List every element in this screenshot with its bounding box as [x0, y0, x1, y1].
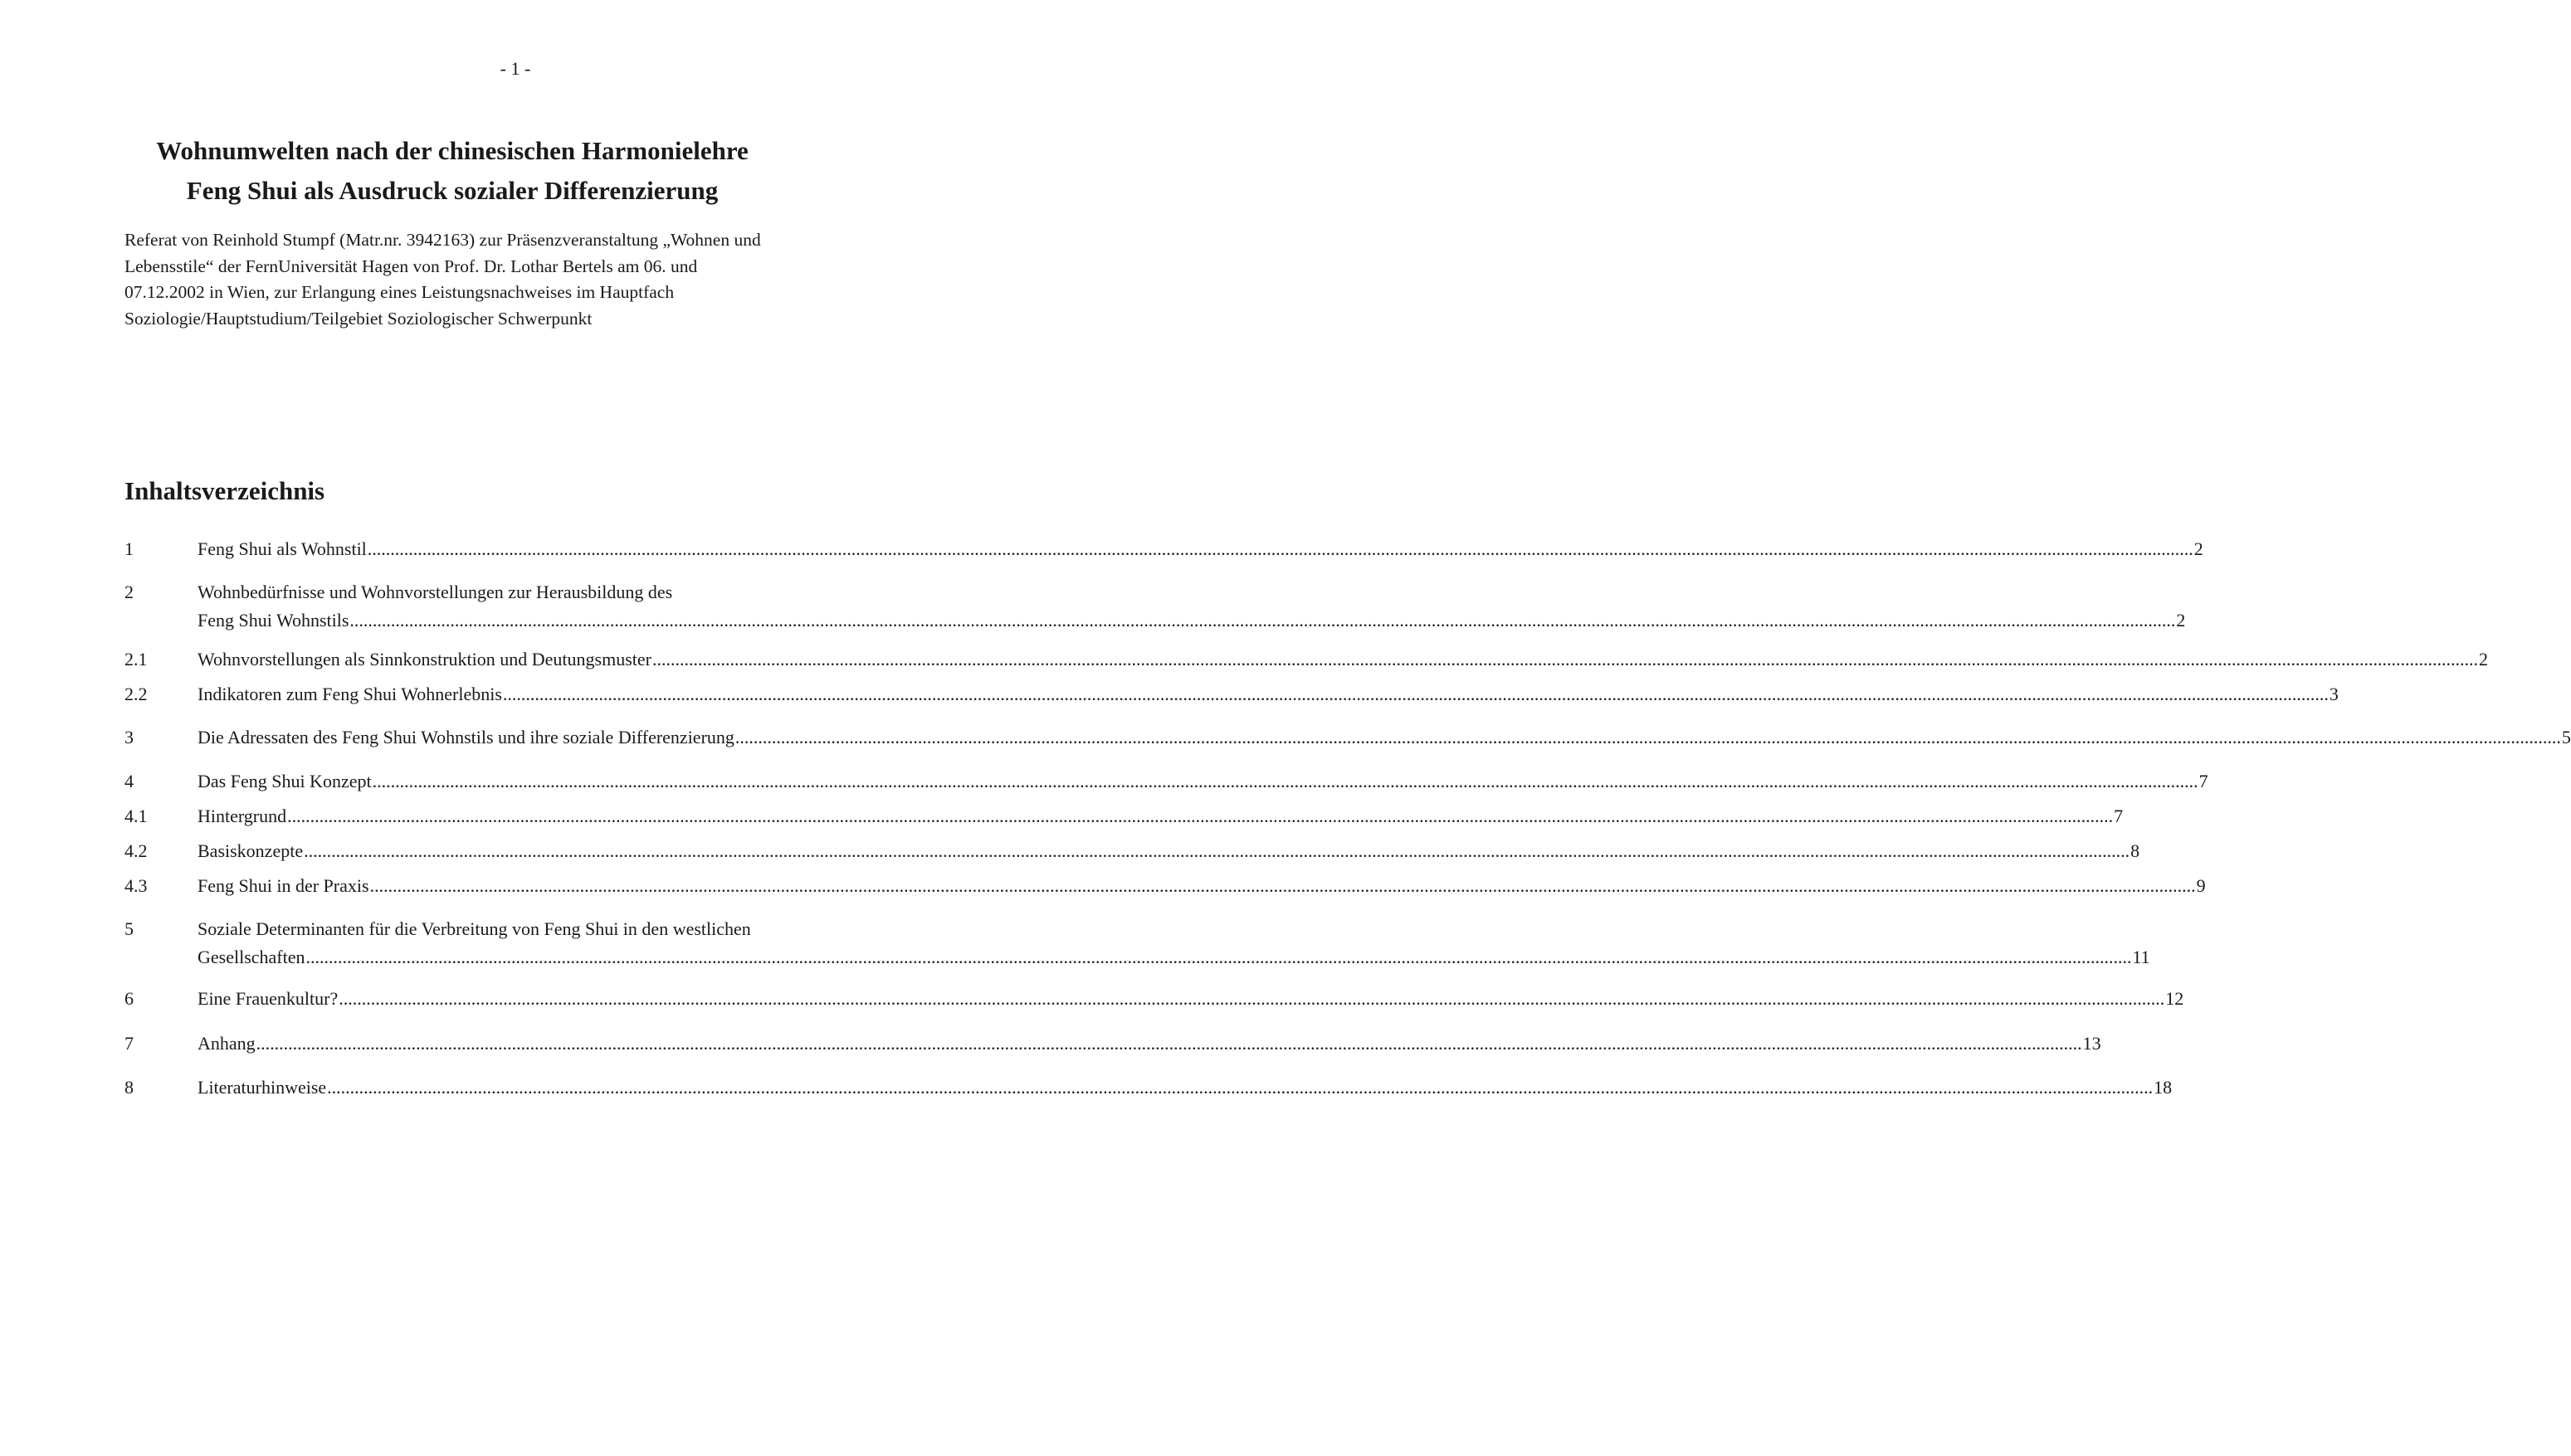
- toc-number: 5: [124, 918, 134, 939]
- toc-title: Gesellschaften: [198, 947, 305, 967]
- dot-leader: ................................................................................................................................................................................................................................................................................................................................................................................................................: [367, 538, 2193, 559]
- toc-leader-line: [198, 943, 2150, 971]
- toc-entry-body: [198, 915, 2150, 971]
- toc-title: Hintergrund: [198, 806, 287, 826]
- toc-page-number: 2: [2193, 538, 2203, 559]
- toc-entry: [124, 767, 2208, 796]
- page-number: - 1 -: [500, 58, 531, 79]
- toc-page-number: 13: [2082, 1033, 2101, 1054]
- toc-title: Die Adressaten des Feng Shui Wohnstils und ihre soziale Differenzierung: [198, 727, 734, 747]
- toc-entry: [124, 578, 2186, 635]
- dot-leader: ................................................................................................................................................................................................................................................................................................................................................................................................................: [734, 727, 2561, 747]
- toc-leader-line: [198, 723, 2571, 752]
- dot-leader: ................................................................................................................................................................................................................................................................................................................................................................................................................: [305, 947, 2132, 967]
- toc-number: 4: [124, 771, 134, 791]
- toc-leader-line: [198, 535, 2203, 563]
- toc-number: 2.1: [124, 649, 148, 670]
- toc-page-number: 7: [2114, 806, 2124, 826]
- toc-entry: [124, 985, 2184, 1013]
- toc-entry-body: [198, 837, 2140, 865]
- toc-title: Feng Shui Wohnstils: [198, 610, 349, 631]
- toc-entry-body: [198, 578, 2186, 635]
- toc-title: Wohnvorstellungen als Sinnkonstruktion und Deutungsmuster: [198, 649, 651, 670]
- toc-leader-line: [198, 1030, 2101, 1058]
- toc-title: Literaturhinweise: [198, 1077, 327, 1098]
- toc-entry: [124, 535, 2203, 563]
- dot-leader: ................................................................................................................................................................................................................................................................................................................................................................................................................: [369, 875, 2196, 896]
- toc-leader-line: [198, 680, 2339, 709]
- toc-page-number: 12: [2165, 988, 2184, 1009]
- dot-leader: ................................................................................................................................................................................................................................................................................................................................................................................................................: [287, 806, 2114, 826]
- title-line-1: Wohnumwelten nach der chinesischen Harmonielehre: [156, 136, 749, 165]
- toc-entry-body: [198, 723, 2571, 752]
- toc-entry-body: [198, 872, 2206, 900]
- toc-number: 2.2: [124, 684, 148, 704]
- dot-leader: ................................................................................................................................................................................................................................................................................................................................................................................................................: [327, 1077, 2154, 1098]
- toc-page-number: 7: [2198, 771, 2208, 791]
- toc-number: 8: [124, 1077, 134, 1098]
- toc-leader-line: [198, 606, 2186, 635]
- toc-number: 1: [124, 538, 134, 559]
- dot-leader: ................................................................................................................................................................................................................................................................................................................................................................................................................: [339, 988, 2165, 1009]
- toc-number: 3: [124, 727, 134, 747]
- toc-number: 7: [124, 1033, 134, 1054]
- toc-number: 2: [124, 582, 134, 602]
- toc-title-first-line: Soziale Determinanten für die Verbreitung von Feng Shui in den westlichen: [198, 918, 751, 939]
- dot-leader: ................................................................................................................................................................................................................................................................................................................................................................................................................: [651, 649, 2478, 670]
- toc-title: Feng Shui als Wohnstil: [198, 538, 367, 559]
- toc-page-number: 3: [2329, 684, 2339, 704]
- dot-leader: ................................................................................................................................................................................................................................................................................................................................................................................................................: [304, 840, 2130, 861]
- toc-number: 4.2: [124, 840, 148, 861]
- intro-paragraph: Referat von Reinhold Stumpf (Matr.nr. 3942163) zur Präsenzveranstaltung „Wohnen und Lebensstile“ der FernUniversität Hagen von Prof. Dr. Lothar Bertels am 06. und 07.12.2002 in Wien, zur Erlangung eines Leistungsnachweises im Hauptfach Soziologie/Hauptstudium/Teilgebiet Soziologischer Schwerpunkt: [124, 230, 761, 329]
- toc-entry: [124, 915, 2150, 971]
- toc-entry: [124, 723, 2571, 752]
- toc-page-number: 9: [2196, 875, 2206, 896]
- toc-page-number: 2: [2176, 610, 2186, 631]
- toc-entry: [124, 1074, 2173, 1102]
- toc-leader-line: [198, 802, 2124, 830]
- toc-entry-body: [198, 680, 2339, 709]
- toc-page-number: 2: [2478, 649, 2488, 670]
- toc-entry: [124, 645, 2488, 674]
- toc-entry-body: [198, 802, 2124, 830]
- toc-entry: [124, 680, 2339, 709]
- title-line-2: Feng Shui als Ausdruck sozialer Differenzierung: [186, 176, 719, 205]
- dot-leader: ................................................................................................................................................................................................................................................................................................................................................................................................................: [372, 771, 2198, 791]
- dot-leader: ................................................................................................................................................................................................................................................................................................................................................................................................................: [349, 610, 2176, 631]
- toc-entry-body: [198, 535, 2203, 563]
- toc-title-first-line: Wohnbedürfnisse und Wohnvorstellungen zur Herausbildung des: [198, 582, 673, 602]
- toc-leader-line: [198, 1074, 2173, 1102]
- toc-page-number: 8: [2130, 840, 2140, 861]
- toc-entry: [124, 872, 2206, 900]
- toc-entry-body: [198, 985, 2184, 1013]
- toc-entry: [124, 802, 2124, 830]
- toc-entry: [124, 837, 2140, 865]
- toc-title: Anhang: [198, 1033, 256, 1054]
- toc-leader-line: [198, 645, 2488, 674]
- toc-title: Feng Shui in der Praxis: [198, 875, 369, 896]
- toc-page-number: 5: [2561, 727, 2571, 747]
- toc-page-number: 11: [2132, 947, 2150, 967]
- toc-leader-line: [198, 767, 2208, 796]
- dot-leader: ................................................................................................................................................................................................................................................................................................................................................................................................................: [502, 684, 2329, 704]
- toc-entry-body: [198, 1030, 2101, 1058]
- toc-entry-body: [198, 767, 2208, 796]
- toc-number: 4.1: [124, 806, 148, 826]
- toc-page-number: 18: [2154, 1077, 2173, 1098]
- dot-leader: ................................................................................................................................................................................................................................................................................................................................................................................................................: [256, 1033, 2082, 1054]
- toc-entry: [124, 1030, 2101, 1058]
- toc-number: 6: [124, 988, 134, 1009]
- toc-heading: Inhaltsverzeichnis: [124, 476, 325, 505]
- toc-number: 4.3: [124, 875, 148, 896]
- toc-leader-line: [198, 837, 2140, 865]
- toc-title: Das Feng Shui Konzept: [198, 771, 372, 791]
- toc-title: Indikatoren zum Feng Shui Wohnerlebnis: [198, 684, 502, 704]
- toc-entry-body: [198, 1074, 2173, 1102]
- toc-title: Basiskonzepte: [198, 840, 304, 861]
- toc-leader-line: [198, 985, 2184, 1013]
- toc-entry-body: [198, 645, 2488, 674]
- toc-leader-line: [198, 872, 2206, 900]
- toc-title: Eine Frauenkultur?: [198, 988, 339, 1009]
